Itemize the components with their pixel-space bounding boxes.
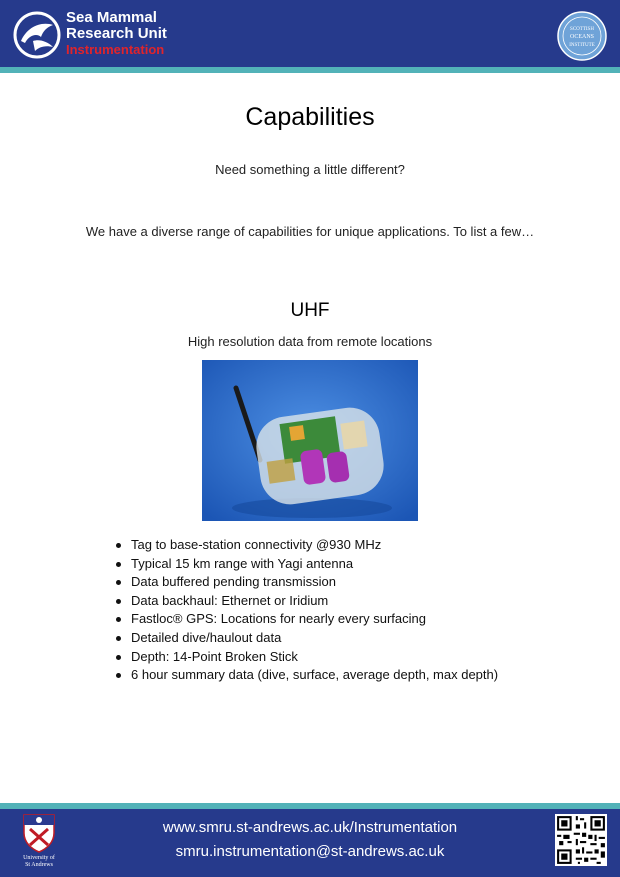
qr-code-icon[interactable] — [555, 814, 607, 866]
footer-website-link[interactable]: www.smru.st-andrews.ac.uk/Instrumentation — [162, 819, 458, 836]
feature-item: Typical 15 km range with Yagi antenna — [131, 555, 498, 574]
feature-item: Data buffered pending transmission — [131, 573, 498, 592]
university-name-line-2: St Andrews — [25, 862, 53, 868]
seal-word-2: OCEANS — [569, 34, 595, 40]
university-name-line-1: University of — [23, 855, 55, 861]
feature-item: Data backhaul: Ethernet or Iridium — [131, 592, 498, 611]
brand-block — [66, 10, 167, 58]
page-tagline: Need something a little different? — [215, 162, 405, 177]
feature-item: Detailed dive/haulout data — [131, 629, 498, 648]
feature-item: 6 hour summary data (dive, surface, average depth, max depth) — [131, 666, 498, 685]
header-accent-stripe — [0, 67, 620, 73]
footer-email-link[interactable]: smru.instrumentation@st-andrews.ac.uk — [175, 843, 445, 860]
dolphin-logo-icon[interactable] — [13, 11, 61, 59]
section-title: UHF — [290, 300, 330, 321]
page-title: Capabilities — [245, 103, 375, 131]
scottish-oceans-institute-seal-icon — [556, 10, 608, 62]
section-subtitle: High resolution data from remote locations — [187, 334, 433, 349]
feature-item: Tag to base-station connectivity @930 MHz — [131, 536, 498, 555]
page-intro: We have a diverse range of capabilities for unique applications. To list a few… — [85, 224, 535, 239]
brand-line-3: Instrumentation — [66, 42, 165, 57]
feature-item: Fastloc® GPS: Locations for nearly every surfacing — [131, 610, 498, 629]
brand-line-2: Research Unit — [66, 25, 167, 42]
brand-line-1: Sea Mammal — [66, 9, 157, 26]
seal-word-3: INSTITUTE — [569, 43, 595, 48]
feature-item: Depth: 14-Point Broken Stick — [131, 648, 498, 667]
seal-word-1: SCOTTISH — [570, 27, 594, 32]
feature-list — [131, 536, 498, 685]
uhf-tag-photo — [202, 360, 418, 521]
